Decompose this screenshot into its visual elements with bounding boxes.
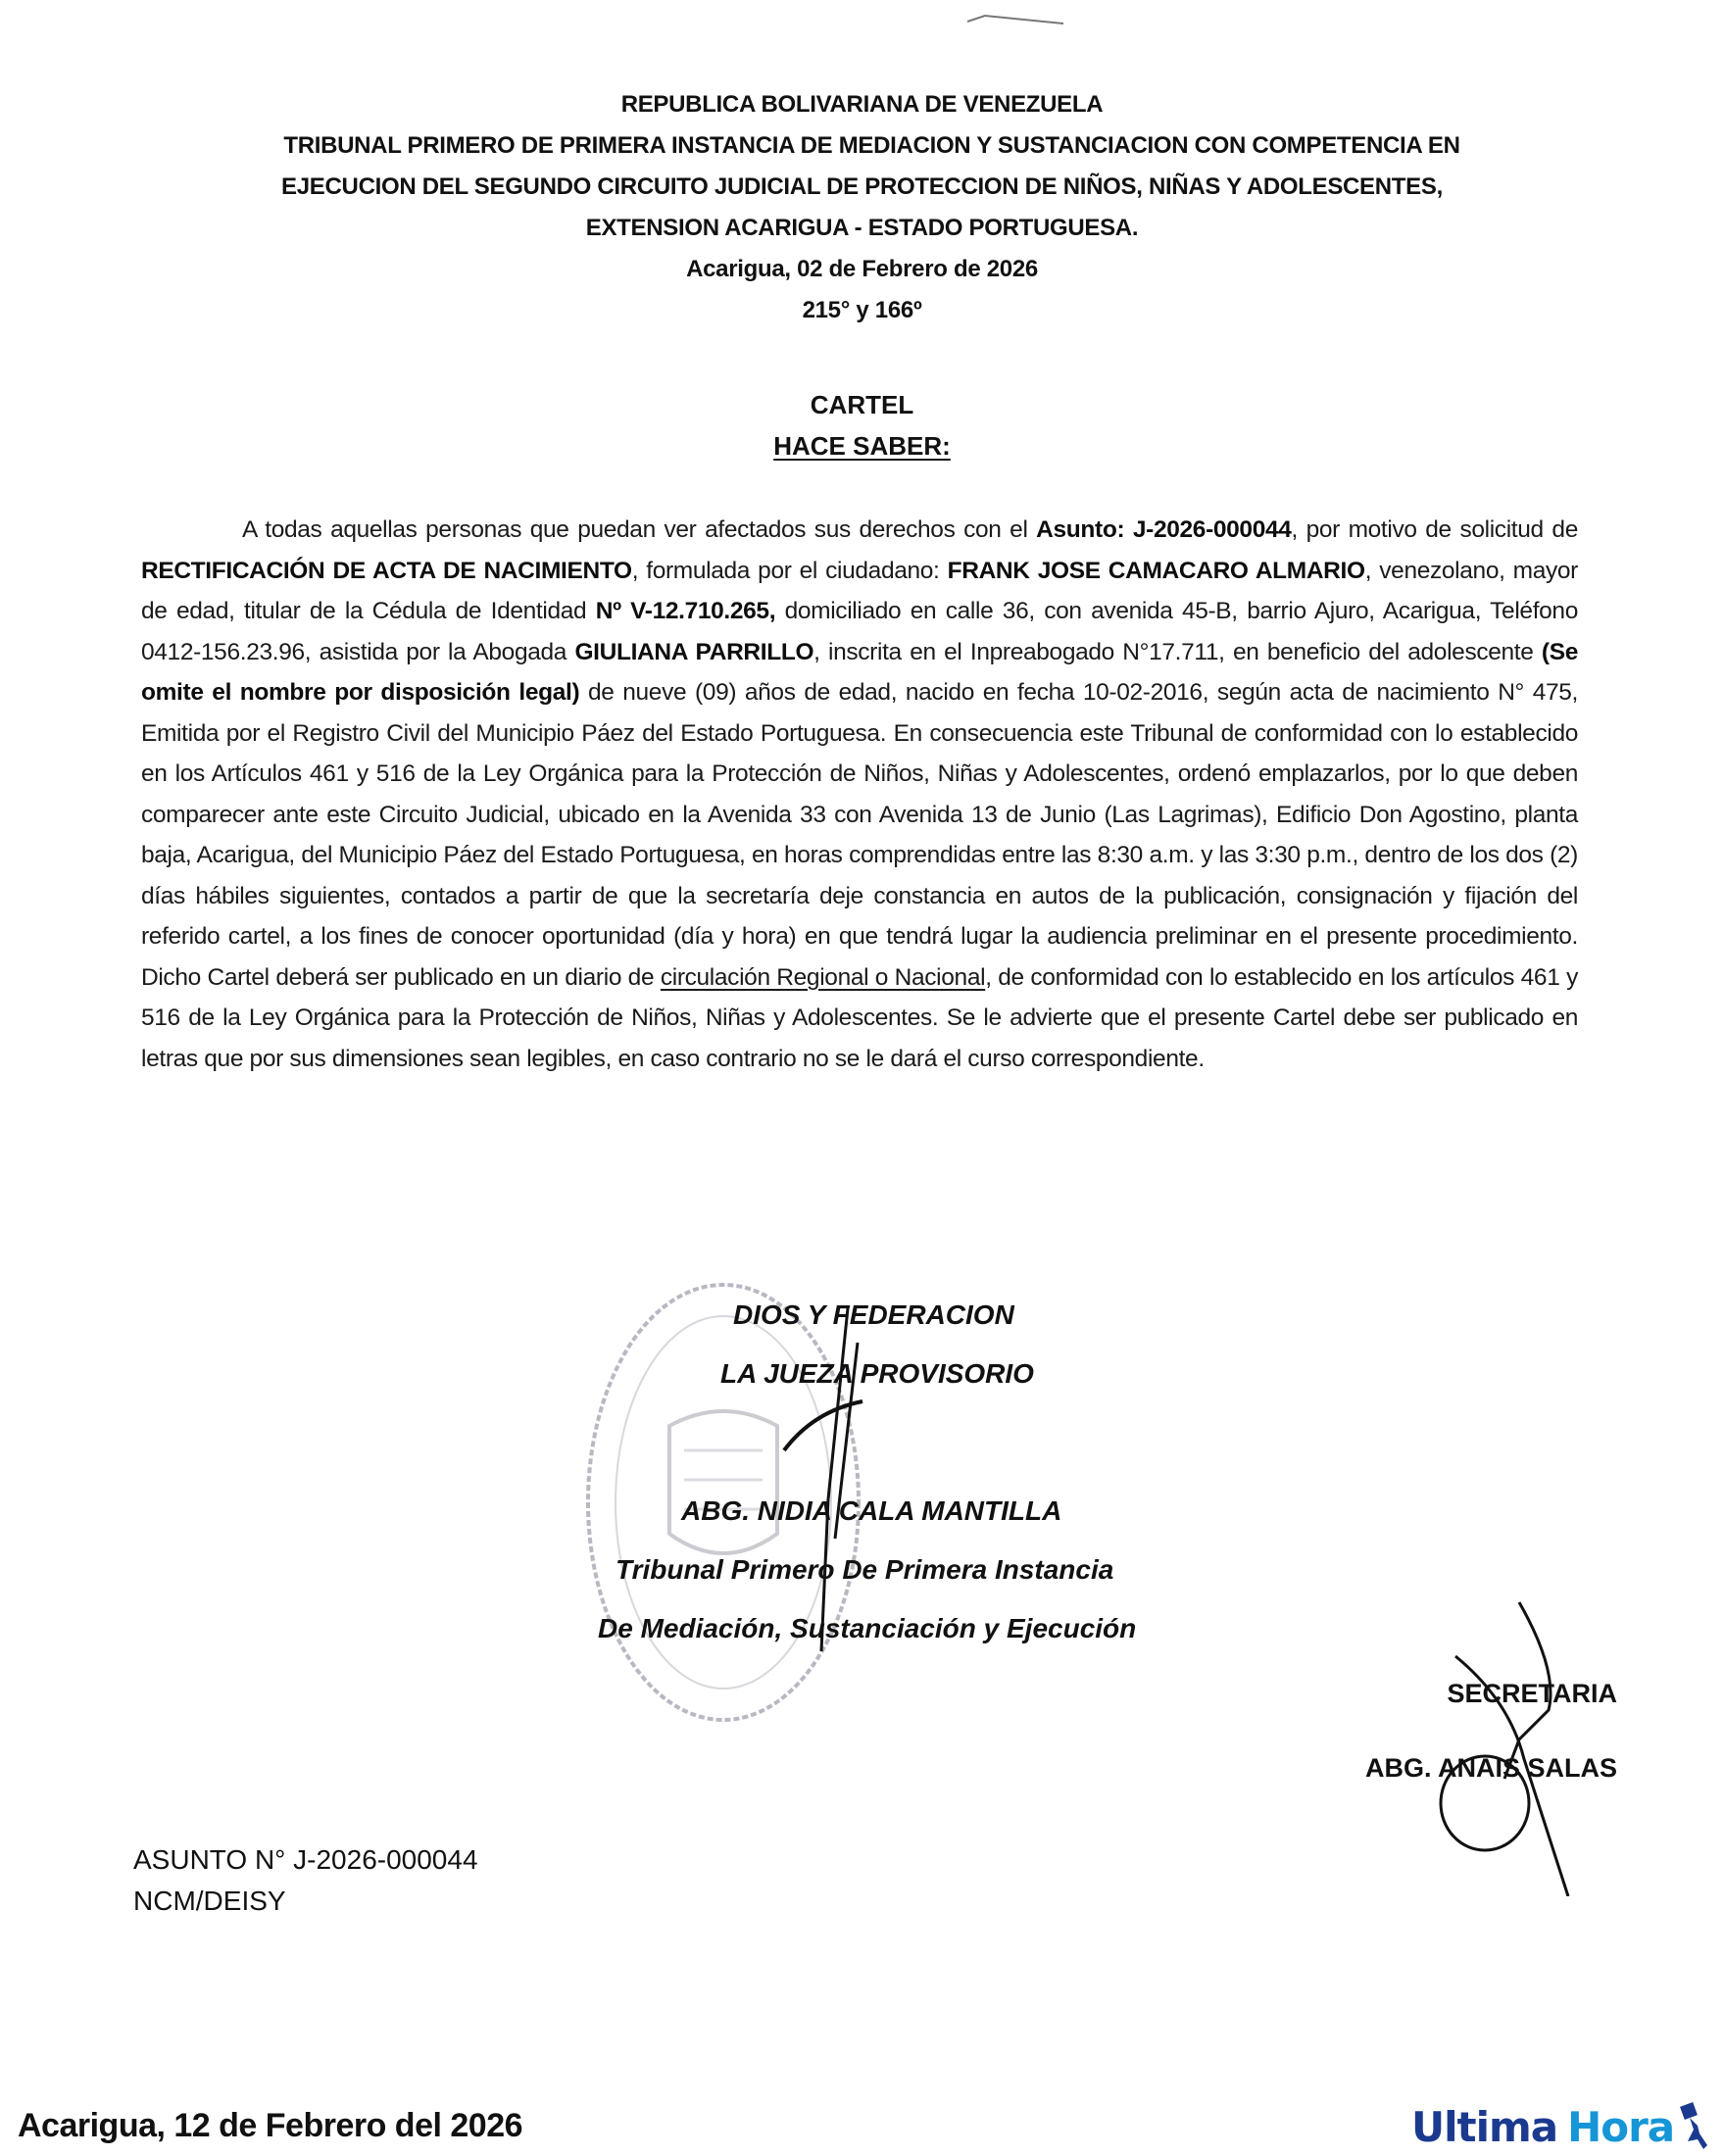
- logo-ultima-text: Ultima: [1411, 2103, 1558, 2151]
- request-type: RECTIFICACIÓN DE ACTA DE NACIMIENTO: [141, 557, 632, 584]
- header-tribunal: TRIBUNAL PRIMERO DE PRIMERA INSTANCIA DE MEDIACION Y SUSTANCIACION CON COMPETENCIA EN: [283, 132, 1460, 159]
- header-date: Acarigua, 02 de Febrero de 2026: [686, 256, 1038, 282]
- court-line-1: Tribunal Primero De Primera Instancia: [616, 1554, 1114, 1585]
- judge-name: ABG. NIDIA CALA MANTILLA: [681, 1495, 1062, 1526]
- publication-date: Acarigua, 12 de Febrero del 2026: [18, 2107, 523, 2144]
- header-circuit: EJECUCION DEL SEGUNDO CIRCUITO JUDICIAL DE PROTECCION DE NIÑOS, NIÑAS Y ADOLESCENTES,: [281, 173, 1443, 200]
- judge-signature-block: [549, 1286, 1157, 1658]
- body-text-6: , inscrita en el Inpreabogado N°17.711, en beneficio del adolescente: [813, 638, 1542, 665]
- id-number: Nº V-12.710.265,: [595, 598, 776, 624]
- hammer-figure-icon: [1676, 2102, 1709, 2151]
- body-text-3: , formulada por el ciudadano:: [631, 557, 948, 584]
- body-text-7: de nueve (09) años de edad, nacido en fecha 10-02-2016, según acta de nacimiento N° 475, Emitida por el Registro Civil del Municipio Páez del Estado Portuguesa. En consecuencia este Tribunal de conformidad con lo establecido en los Artículos 461 y 516 de la Ley Orgánica para la Protección de Niños, Niñas y Adolescentes, ordenó emplazarlos, por lo que deben comparecer ante este Circuito Judicial, ubicado en la Avenida 33 con Avenida 13 de Junio (Las Lagrimas), Edificio Don Agostino, planta baja, Acarigua, del Municipio Páez del Estado Portuguesa, en horas comprendidas entre las 8:30 a.m. y las 3:30 p.m., dentro de los dos (2) días hábiles siguientes, contados a partir de que la secretaría deje constancia en autos de la publicación, consignación y fijación del referido cartel, a los fines de conocer oportunidad (día y hora) en que tendrá lugar la audiencia preliminar en el presente procedimiento. Dicho Cartel deberá ser publicado en un diario de: [141, 679, 1578, 991]
- reference-initials: NCM/DEISY: [133, 1886, 286, 1916]
- body-text-4: , venezolano, mayor de edad, titular de la Cédula de Identidad: [141, 557, 1578, 624]
- court-line-2: De Mediación, Sustanciación y Ejecución: [598, 1613, 1137, 1643]
- document-header: [0, 84, 1724, 331]
- header-extension: EXTENSION ACARIGUA - ESTADO PORTUGUESA.: [585, 215, 1139, 241]
- reference-block: [133, 1839, 478, 1922]
- body-text-5: domiciliado en calle 36, con avenida 45-B, barrio Ajuro, Acarigua, Teléfono 0412-156.23.96, asistida por la Abogada: [141, 598, 1578, 665]
- citizen-name: FRANK JOSE CAMACARO ALMARIO: [947, 557, 1365, 584]
- header-years: 215° y 166º: [802, 297, 922, 323]
- secretary-block: [1343, 1656, 1617, 1805]
- motto: DIOS Y FEDERACION: [733, 1299, 1014, 1330]
- logo-hora-text: Hora: [1567, 2103, 1675, 2151]
- body-text-8: , de conformidad con lo establecido en los artículos 461 y 516 de la Ley Orgánica para la Protección de Niños, Niñas y Adolescentes. Se le advierte que el presente Cartel debe ser publicado en letras que por sus dimensiones sean legibles, en caso contrario no se le dará el curso correspondiente.: [141, 963, 1578, 1072]
- title-cartel: CARTEL: [810, 390, 914, 419]
- secretary-name: ABG. ANAIS SALAS: [1364, 1753, 1617, 1783]
- body-paragraph: [141, 510, 1578, 1079]
- scan-mark: [965, 14, 1073, 25]
- body-text-1: A todas aquellas personas que puedan ver afectados sus derechos con el: [242, 516, 1037, 543]
- header-republic: REPUBLICA BOLIVARIANA DE VENEZUELA: [620, 91, 1104, 118]
- circulation-scope: circulación Regional o Nacional: [660, 963, 986, 991]
- lawyer-name: GIULIANA PARRILLO: [574, 638, 814, 665]
- secretary-role: SECRETARIA: [1447, 1679, 1617, 1708]
- case-number: Asunto: J-2026-000044: [1036, 516, 1292, 543]
- judge-role: LA JUEZA PROVISORIO: [720, 1358, 1034, 1389]
- reference-case-number: ASUNTO N° J-2026-000044: [133, 1844, 478, 1875]
- title-block: [0, 384, 1724, 466]
- ultima-hora-logo: [1411, 2102, 1709, 2151]
- title-hace-saber: HACE SABER:: [773, 431, 951, 461]
- name-omitted: (Se omite el nombre por disposición legal): [141, 638, 1578, 706]
- body-text-2: , por motivo de solicitud de: [1291, 516, 1578, 543]
